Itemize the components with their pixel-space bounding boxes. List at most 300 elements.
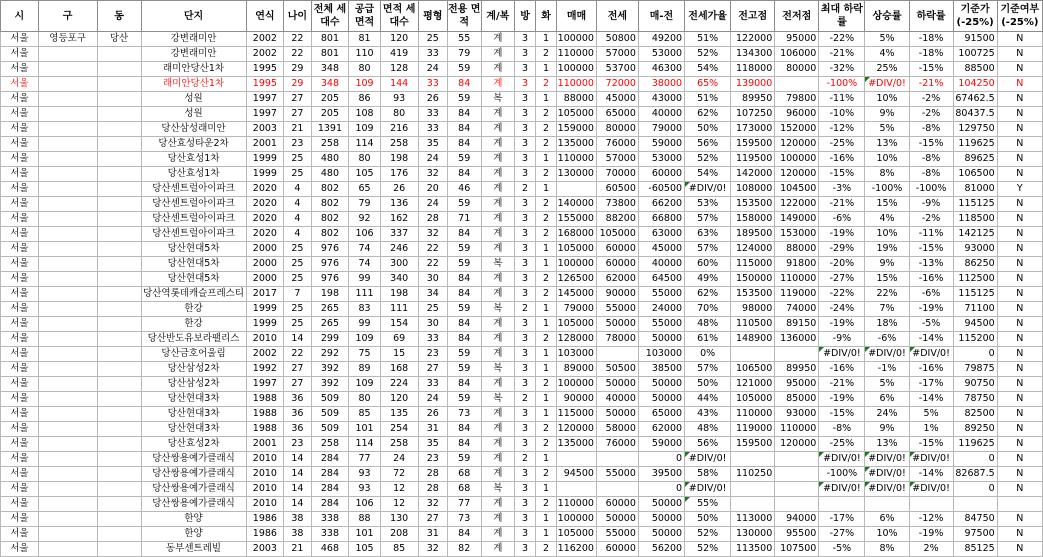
- cell-jeonse[interactable]: 60500: [596, 182, 638, 197]
- cell-base_yn[interactable]: N: [997, 332, 1042, 347]
- cell-sale[interactable]: 135000: [557, 437, 597, 452]
- cell-year[interactable]: 1988: [246, 422, 284, 437]
- cell-gu[interactable]: [38, 92, 97, 107]
- cell-baths[interactable]: 1: [536, 407, 557, 422]
- column-header-type[interactable]: 계/복: [481, 1, 515, 32]
- cell-exclusive[interactable]: 84: [447, 122, 481, 137]
- cell-trough[interactable]: 79800: [775, 92, 819, 107]
- cell-dong[interactable]: [97, 227, 141, 242]
- cell-base_yn[interactable]: N: [997, 377, 1042, 392]
- cell-base_yn[interactable]: N: [997, 107, 1042, 122]
- cell-jeonse_ratio[interactable]: 58%: [685, 467, 731, 482]
- cell-dong[interactable]: [97, 152, 141, 167]
- cell-year[interactable]: 2001: [246, 437, 284, 452]
- cell-pyeong[interactable]: 35: [418, 437, 447, 452]
- cell-year[interactable]: 2002: [246, 32, 284, 47]
- cell-jeonse_ratio[interactable]: 62%: [685, 107, 731, 122]
- cell-rise[interactable]: 10%: [865, 92, 909, 107]
- cell-rooms[interactable]: 3: [515, 242, 536, 257]
- cell-danji[interactable]: 당산삼성2차: [141, 362, 246, 377]
- cell-baths[interactable]: 1: [536, 182, 557, 197]
- column-header-drop[interactable]: 하락률: [909, 1, 953, 32]
- cell-si[interactable]: 서울: [1, 197, 39, 212]
- cell-jeonse[interactable]: 40000: [596, 392, 638, 407]
- cell-rooms[interactable]: 3: [515, 212, 536, 227]
- cell-baths[interactable]: 2: [536, 122, 557, 137]
- cell-pyeong[interactable]: 24: [418, 197, 447, 212]
- cell-base_price[interactable]: 67462.5: [953, 92, 997, 107]
- cell-rise[interactable]: -100%: [865, 182, 909, 197]
- cell-drop[interactable]: -2%: [909, 212, 953, 227]
- cell-trough[interactable]: 153000: [775, 227, 819, 242]
- cell-gu[interactable]: [38, 182, 97, 197]
- cell-gap[interactable]: 55000: [638, 317, 684, 332]
- cell-sale[interactable]: 115000: [557, 407, 597, 422]
- cell-trough[interactable]: 96000: [775, 107, 819, 122]
- cell-households[interactable]: 801: [311, 47, 349, 62]
- cell-max_drop[interactable]: -8%: [819, 422, 865, 437]
- cell-rooms[interactable]: 3: [515, 62, 536, 77]
- cell-max_drop[interactable]: -15%: [819, 407, 865, 422]
- cell-year[interactable]: 2020: [246, 227, 284, 242]
- cell-jeonse[interactable]: 58000: [596, 422, 638, 437]
- cell-type[interactable]: 계: [481, 137, 515, 152]
- cell-jeonse[interactable]: 90000: [596, 287, 638, 302]
- cell-rise[interactable]: 10%: [865, 527, 909, 542]
- cell-base_yn[interactable]: N: [997, 137, 1042, 152]
- cell-rise[interactable]: #DIV/0!: [865, 452, 909, 467]
- cell-gu[interactable]: [38, 407, 97, 422]
- cell-baths[interactable]: 2: [536, 467, 557, 482]
- cell-jeonse[interactable]: 76000: [596, 137, 638, 152]
- cell-peak[interactable]: 108000: [731, 182, 775, 197]
- cell-exclusive[interactable]: 59: [447, 242, 481, 257]
- cell-max_drop[interactable]: -21%: [819, 377, 865, 392]
- cell-jeonse_ratio[interactable]: 44%: [685, 392, 731, 407]
- cell-rooms[interactable]: 3: [515, 167, 536, 182]
- cell-supply[interactable]: 109: [349, 77, 380, 92]
- cell-si[interactable]: 서울: [1, 77, 39, 92]
- cell-area_households[interactable]: 198: [380, 287, 418, 302]
- cell-danji[interactable]: 당산센트럴아이파크: [141, 212, 246, 227]
- cell-base_price[interactable]: 86250: [953, 257, 997, 272]
- cell-supply[interactable]: 83: [349, 302, 380, 317]
- cell-area_households[interactable]: 258: [380, 137, 418, 152]
- cell-base_yn[interactable]: N: [997, 197, 1042, 212]
- cell-trough[interactable]: [775, 452, 819, 467]
- cell-sale[interactable]: 105000: [557, 107, 597, 122]
- cell-rooms[interactable]: 3: [515, 527, 536, 542]
- cell-area_households[interactable]: 254: [380, 422, 418, 437]
- cell-type[interactable]: 계: [481, 332, 515, 347]
- cell-rooms[interactable]: 3: [515, 422, 536, 437]
- cell-area_households[interactable]: 69: [380, 332, 418, 347]
- column-header-dong[interactable]: 동: [97, 1, 141, 32]
- cell-danji[interactable]: 당산현대5차: [141, 257, 246, 272]
- cell-max_drop[interactable]: #DIV/0!: [819, 452, 865, 467]
- cell-dong[interactable]: [97, 167, 141, 182]
- cell-age[interactable]: 38: [284, 512, 311, 527]
- cell-households[interactable]: 509: [311, 407, 349, 422]
- cell-type[interactable]: 계: [481, 77, 515, 92]
- cell-age[interactable]: 38: [284, 527, 311, 542]
- cell-peak[interactable]: 113000: [731, 512, 775, 527]
- cell-base_yn[interactable]: N: [997, 317, 1042, 332]
- cell-type[interactable]: 복: [481, 362, 515, 377]
- cell-age[interactable]: 27: [284, 362, 311, 377]
- cell-age[interactable]: 29: [284, 62, 311, 77]
- cell-si[interactable]: 서울: [1, 62, 39, 77]
- cell-danji[interactable]: 래미안당산1차: [141, 77, 246, 92]
- cell-jeonse[interactable]: 65000: [596, 107, 638, 122]
- cell-base_price[interactable]: 90750: [953, 377, 997, 392]
- cell-gap[interactable]: 56200: [638, 542, 684, 557]
- cell-year[interactable]: 2010: [246, 482, 284, 497]
- cell-households[interactable]: 299: [311, 332, 349, 347]
- cell-jeonse[interactable]: 55000: [596, 302, 638, 317]
- cell-rise[interactable]: 7%: [865, 302, 909, 317]
- cell-exclusive[interactable]: 79: [447, 47, 481, 62]
- cell-type[interactable]: 복: [481, 482, 515, 497]
- cell-jeonse_ratio[interactable]: 51%: [685, 32, 731, 47]
- cell-area_households[interactable]: 216: [380, 122, 418, 137]
- cell-supply[interactable]: 111: [349, 287, 380, 302]
- cell-type[interactable]: 복: [481, 392, 515, 407]
- cell-rooms[interactable]: 3: [515, 332, 536, 347]
- cell-area_households[interactable]: 136: [380, 197, 418, 212]
- cell-trough[interactable]: 149000: [775, 212, 819, 227]
- cell-area_households[interactable]: 26: [380, 182, 418, 197]
- cell-year[interactable]: 2017: [246, 287, 284, 302]
- cell-area_households[interactable]: 128: [380, 62, 418, 77]
- cell-gap[interactable]: 55000: [638, 287, 684, 302]
- cell-sale[interactable]: 130000: [557, 167, 597, 182]
- cell-jeonse[interactable]: 70000: [596, 167, 638, 182]
- cell-max_drop[interactable]: -32%: [819, 62, 865, 77]
- cell-jeonse_ratio[interactable]: 52%: [685, 47, 731, 62]
- cell-households[interactable]: 976: [311, 257, 349, 272]
- cell-age[interactable]: 23: [284, 437, 311, 452]
- cell-drop[interactable]: #DIV/0!: [909, 452, 953, 467]
- cell-baths[interactable]: 2: [536, 272, 557, 287]
- cell-gu[interactable]: [38, 542, 97, 557]
- cell-dong[interactable]: [97, 77, 141, 92]
- cell-exclusive[interactable]: 84: [447, 137, 481, 152]
- cell-trough[interactable]: 100000: [775, 152, 819, 167]
- cell-rooms[interactable]: 3: [515, 377, 536, 392]
- cell-si[interactable]: 서울: [1, 437, 39, 452]
- cell-rise[interactable]: 9%: [865, 107, 909, 122]
- column-header-sale[interactable]: 매매: [557, 1, 597, 32]
- cell-year[interactable]: 2002: [246, 347, 284, 362]
- cell-type[interactable]: 계: [481, 407, 515, 422]
- cell-trough[interactable]: 104500: [775, 182, 819, 197]
- cell-jeonse[interactable]: 60000: [596, 257, 638, 272]
- cell-base_price[interactable]: 100725: [953, 47, 997, 62]
- cell-gu[interactable]: [38, 452, 97, 467]
- cell-area_households[interactable]: 246: [380, 242, 418, 257]
- cell-households[interactable]: 258: [311, 137, 349, 152]
- column-header-base_price[interactable]: 기준가 (-25%): [953, 1, 997, 32]
- cell-drop[interactable]: -14%: [909, 392, 953, 407]
- cell-gu[interactable]: [38, 512, 97, 527]
- cell-exclusive[interactable]: 82: [447, 542, 481, 557]
- cell-max_drop[interactable]: -12%: [819, 122, 865, 137]
- cell-dong[interactable]: [97, 62, 141, 77]
- cell-type[interactable]: 복: [481, 302, 515, 317]
- cell-jeonse[interactable]: 73800: [596, 197, 638, 212]
- cell-gu[interactable]: [38, 152, 97, 167]
- cell-base_price[interactable]: 91500: [953, 32, 997, 47]
- cell-age[interactable]: 25: [284, 272, 311, 287]
- cell-supply[interactable]: 80: [349, 392, 380, 407]
- cell-area_households[interactable]: 198: [380, 152, 418, 167]
- cell-base_price[interactable]: 80437.5: [953, 107, 997, 122]
- cell-danji[interactable]: 당산삼성2차: [141, 377, 246, 392]
- cell-year[interactable]: 1986: [246, 512, 284, 527]
- cell-age[interactable]: 23: [284, 137, 311, 152]
- cell-gu[interactable]: [38, 227, 97, 242]
- cell-type[interactable]: 계: [481, 467, 515, 482]
- cell-base_price[interactable]: 81000: [953, 182, 997, 197]
- cell-trough[interactable]: 120000: [775, 167, 819, 182]
- cell-base_price[interactable]: 118500: [953, 212, 997, 227]
- cell-dong[interactable]: [97, 242, 141, 257]
- cell-peak[interactable]: 119500: [731, 152, 775, 167]
- cell-gap[interactable]: 103000: [638, 347, 684, 362]
- cell-sale[interactable]: 90000: [557, 392, 597, 407]
- cell-jeonse_ratio[interactable]: 50%: [685, 122, 731, 137]
- cell-danji[interactable]: 당산반도유보라팰리스: [141, 332, 246, 347]
- column-header-jeonse_ratio[interactable]: 전세가율: [685, 1, 731, 32]
- cell-si[interactable]: 서울: [1, 467, 39, 482]
- cell-age[interactable]: 36: [284, 392, 311, 407]
- cell-supply[interactable]: 80: [349, 152, 380, 167]
- cell-pyeong[interactable]: 20: [418, 182, 447, 197]
- cell-si[interactable]: 서울: [1, 287, 39, 302]
- cell-area_households[interactable]: 144: [380, 77, 418, 92]
- cell-base_yn[interactable]: N: [997, 452, 1042, 467]
- cell-rooms[interactable]: 3: [515, 32, 536, 47]
- cell-sale[interactable]: 100000: [557, 377, 597, 392]
- cell-max_drop[interactable]: -100%: [819, 77, 865, 92]
- cell-area_households[interactable]: 340: [380, 272, 418, 287]
- cell-sale[interactable]: 155000: [557, 212, 597, 227]
- cell-danji[interactable]: 당산금호어울림: [141, 347, 246, 362]
- cell-base_price[interactable]: 89625: [953, 152, 997, 167]
- cell-age[interactable]: 27: [284, 92, 311, 107]
- cell-households[interactable]: 976: [311, 242, 349, 257]
- cell-gu[interactable]: [38, 47, 97, 62]
- cell-year[interactable]: 2020: [246, 182, 284, 197]
- cell-si[interactable]: 서울: [1, 302, 39, 317]
- cell-base_price[interactable]: 89250: [953, 422, 997, 437]
- cell-area_households[interactable]: 15: [380, 347, 418, 362]
- cell-base_price[interactable]: 115200: [953, 332, 997, 347]
- cell-gap[interactable]: 63000: [638, 227, 684, 242]
- cell-danji[interactable]: 당산효성2차: [141, 437, 246, 452]
- cell-base_yn[interactable]: N: [997, 542, 1042, 557]
- cell-peak[interactable]: 153500: [731, 287, 775, 302]
- cell-rise[interactable]: 10%: [865, 227, 909, 242]
- cell-households[interactable]: 265: [311, 302, 349, 317]
- cell-max_drop[interactable]: -19%: [819, 392, 865, 407]
- cell-pyeong[interactable]: 33: [418, 107, 447, 122]
- cell-gu[interactable]: [38, 392, 97, 407]
- cell-base_yn[interactable]: N: [997, 32, 1042, 47]
- cell-age[interactable]: 21: [284, 122, 311, 137]
- cell-households[interactable]: 284: [311, 482, 349, 497]
- cell-gap[interactable]: 50000: [638, 527, 684, 542]
- cell-pyeong[interactable]: 24: [418, 392, 447, 407]
- cell-drop[interactable]: -8%: [909, 122, 953, 137]
- cell-age[interactable]: 25: [284, 167, 311, 182]
- cell-trough[interactable]: 119000: [775, 287, 819, 302]
- cell-exclusive[interactable]: 84: [447, 437, 481, 452]
- cell-trough[interactable]: 94000: [775, 512, 819, 527]
- cell-peak[interactable]: 89950: [731, 92, 775, 107]
- cell-peak[interactable]: 110250: [731, 467, 775, 482]
- cell-area_households[interactable]: 93: [380, 92, 418, 107]
- cell-drop[interactable]: -13%: [909, 257, 953, 272]
- cell-drop[interactable]: -16%: [909, 272, 953, 287]
- cell-si[interactable]: 서울: [1, 212, 39, 227]
- cell-rooms[interactable]: 3: [515, 512, 536, 527]
- cell-pyeong[interactable]: 33: [418, 47, 447, 62]
- cell-area_households[interactable]: 176: [380, 167, 418, 182]
- cell-baths[interactable]: 2: [536, 422, 557, 437]
- cell-dong[interactable]: [97, 212, 141, 227]
- cell-jeonse[interactable]: [596, 452, 638, 467]
- cell-jeonse[interactable]: 50500: [596, 362, 638, 377]
- cell-trough[interactable]: 80000: [775, 62, 819, 77]
- cell-base_yn[interactable]: N: [997, 287, 1042, 302]
- cell-gu[interactable]: [38, 527, 97, 542]
- cell-year[interactable]: 2001: [246, 137, 284, 152]
- cell-type[interactable]: 계: [481, 182, 515, 197]
- cell-dong[interactable]: [97, 437, 141, 452]
- cell-rooms[interactable]: 3: [515, 227, 536, 242]
- cell-gap[interactable]: 43000: [638, 92, 684, 107]
- cell-si[interactable]: 서울: [1, 242, 39, 257]
- cell-age[interactable]: 29: [284, 77, 311, 92]
- column-header-si[interactable]: 시: [1, 1, 39, 32]
- cell-jeonse[interactable]: 62000: [596, 272, 638, 287]
- cell-rise[interactable]: 13%: [865, 137, 909, 152]
- cell-max_drop[interactable]: -22%: [819, 32, 865, 47]
- cell-age[interactable]: 22: [284, 347, 311, 362]
- cell-peak[interactable]: 122000: [731, 32, 775, 47]
- cell-gap[interactable]: 50000: [638, 497, 684, 512]
- cell-gap[interactable]: 66800: [638, 212, 684, 227]
- cell-si[interactable]: 서울: [1, 32, 39, 47]
- cell-si[interactable]: 서울: [1, 422, 39, 437]
- cell-max_drop[interactable]: -25%: [819, 437, 865, 452]
- cell-peak[interactable]: 173000: [731, 122, 775, 137]
- cell-si[interactable]: 서울: [1, 377, 39, 392]
- cell-age[interactable]: 14: [284, 452, 311, 467]
- cell-baths[interactable]: 1: [536, 32, 557, 47]
- cell-si[interactable]: 서울: [1, 542, 39, 557]
- cell-sale[interactable]: [557, 482, 597, 497]
- cell-drop[interactable]: #DIV/0!: [909, 347, 953, 362]
- cell-gap[interactable]: 79000: [638, 122, 684, 137]
- cell-supply[interactable]: 114: [349, 137, 380, 152]
- cell-dong[interactable]: [97, 467, 141, 482]
- cell-households[interactable]: 284: [311, 467, 349, 482]
- cell-age[interactable]: 25: [284, 152, 311, 167]
- column-header-trough[interactable]: 전저점: [775, 1, 819, 32]
- cell-year[interactable]: 1997: [246, 92, 284, 107]
- cell-households[interactable]: 198: [311, 287, 349, 302]
- cell-supply[interactable]: 81: [349, 32, 380, 47]
- cell-gu[interactable]: [38, 107, 97, 122]
- cell-age[interactable]: 25: [284, 257, 311, 272]
- cell-households[interactable]: 976: [311, 272, 349, 287]
- cell-jeonse[interactable]: 50800: [596, 32, 638, 47]
- cell-exclusive[interactable]: 71: [447, 212, 481, 227]
- cell-age[interactable]: 27: [284, 377, 311, 392]
- cell-supply[interactable]: 108: [349, 107, 380, 122]
- cell-gap[interactable]: 60000: [638, 167, 684, 182]
- cell-rise[interactable]: 5%: [865, 32, 909, 47]
- cell-jeonse[interactable]: 53700: [596, 62, 638, 77]
- cell-households[interactable]: 468: [311, 542, 349, 557]
- cell-baths[interactable]: 2: [536, 77, 557, 92]
- cell-households[interactable]: 205: [311, 92, 349, 107]
- cell-si[interactable]: 서울: [1, 362, 39, 377]
- cell-rise[interactable]: [865, 497, 909, 512]
- cell-pyeong[interactable]: 33: [418, 377, 447, 392]
- cell-pyeong[interactable]: 33: [418, 332, 447, 347]
- cell-pyeong[interactable]: 28: [418, 482, 447, 497]
- cell-max_drop[interactable]: -21%: [819, 47, 865, 62]
- cell-peak[interactable]: 189500: [731, 227, 775, 242]
- column-header-max_drop[interactable]: 최대 하락률: [819, 1, 865, 32]
- column-header-year[interactable]: 연식: [246, 1, 284, 32]
- cell-rise[interactable]: 13%: [865, 437, 909, 452]
- cell-peak[interactable]: 130000: [731, 527, 775, 542]
- cell-supply[interactable]: 93: [349, 467, 380, 482]
- cell-drop[interactable]: -15%: [909, 137, 953, 152]
- cell-jeonse_ratio[interactable]: 60%: [685, 257, 731, 272]
- cell-age[interactable]: 4: [284, 212, 311, 227]
- cell-base_price[interactable]: 85125: [953, 542, 997, 557]
- cell-exclusive[interactable]: 73: [447, 407, 481, 422]
- cell-baths[interactable]: 2: [536, 542, 557, 557]
- cell-baths[interactable]: 2: [536, 287, 557, 302]
- cell-households[interactable]: 348: [311, 62, 349, 77]
- cell-drop[interactable]: -21%: [909, 77, 953, 92]
- cell-rise[interactable]: #DIV/0!: [865, 347, 909, 362]
- cell-rise[interactable]: 15%: [865, 197, 909, 212]
- cell-supply[interactable]: 99: [349, 317, 380, 332]
- cell-dong[interactable]: [97, 482, 141, 497]
- cell-baths[interactable]: 1: [536, 362, 557, 377]
- cell-base_yn[interactable]: [997, 497, 1042, 512]
- cell-sale[interactable]: 79000: [557, 302, 597, 317]
- cell-baths[interactable]: 2: [536, 437, 557, 452]
- cell-households[interactable]: 338: [311, 527, 349, 542]
- cell-danji[interactable]: 당산현대3차: [141, 422, 246, 437]
- cell-si[interactable]: 서울: [1, 137, 39, 152]
- cell-si[interactable]: 서울: [1, 332, 39, 347]
- cell-drop[interactable]: -12%: [909, 512, 953, 527]
- cell-gap[interactable]: -60500: [638, 182, 684, 197]
- cell-max_drop[interactable]: -100%: [819, 467, 865, 482]
- cell-pyeong[interactable]: 32: [418, 227, 447, 242]
- cell-drop[interactable]: [909, 497, 953, 512]
